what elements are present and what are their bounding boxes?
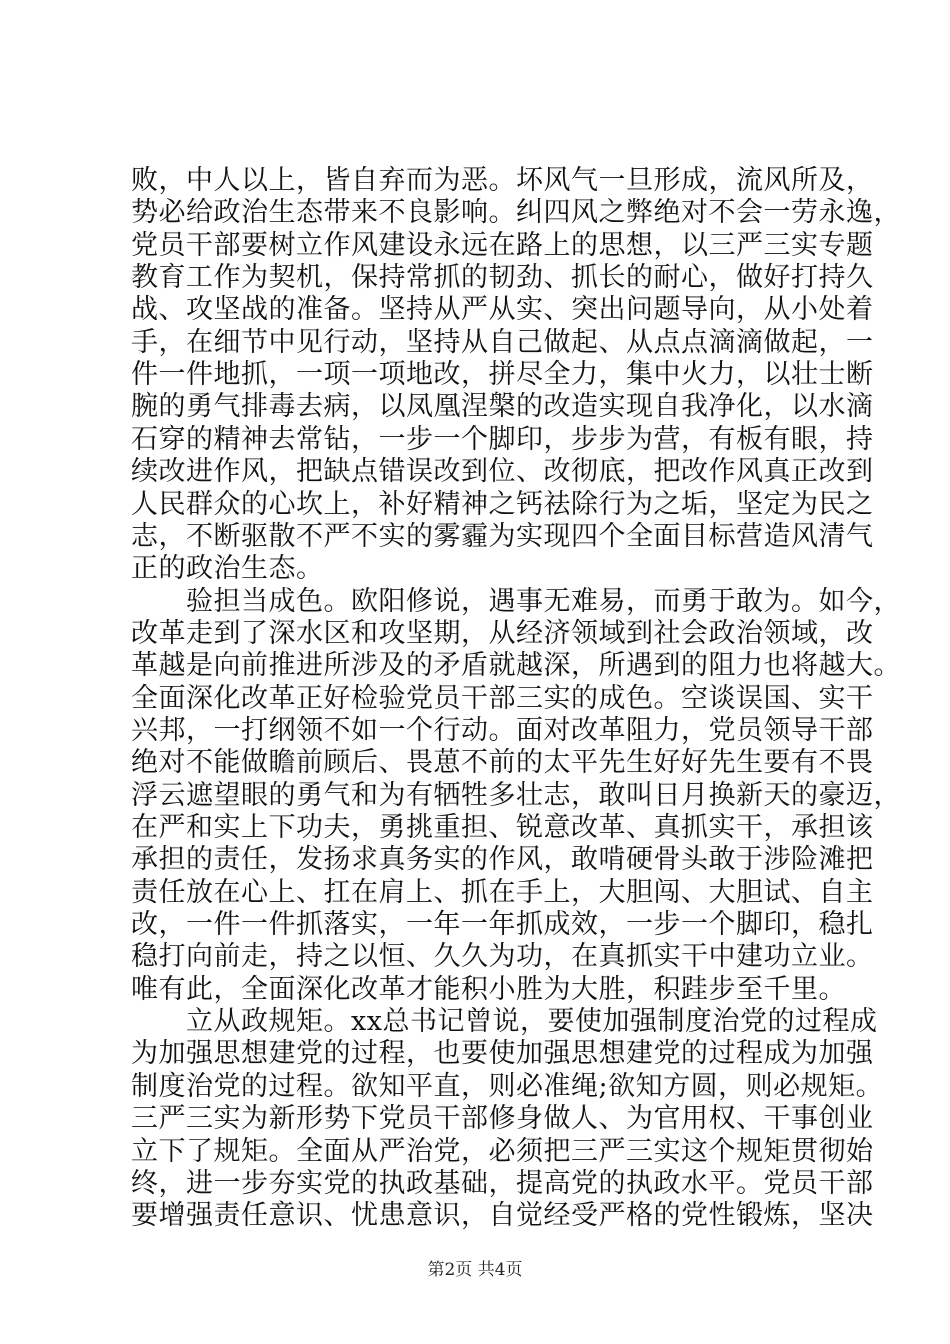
text-line: 三严三实为新形势下党员干部修身做人、为官用权、干事创业 <box>131 1103 874 1135</box>
text-line: 浮云遮望眼的勇气和为有牺牲多壮志，敢叫日月换新天的豪迈， <box>131 779 901 811</box>
text-line: 验担当成色。欧阳修说，遇事无难易，而勇于敢为。如今， <box>131 585 901 617</box>
text-line: 唯有此，全面深化改革才能积小胜为大胜，积跬步至千里。 <box>131 973 846 1005</box>
text-line: 志，不断驱散不严不实的雾霾为实现四个全面目标营造风清气 <box>131 520 874 552</box>
text-line: 为加强思想建党的过程，也要使加强思想建党的过程成为加强 <box>131 1038 874 1070</box>
text-line: 终，进一步夯实党的执政基础，提高党的执政水平。党员干部 <box>131 1167 874 1199</box>
text-line: 绝对不能做瞻前顾后、畏葸不前的太平先生好好先生要有不畏 <box>131 747 874 779</box>
text-line: 在严和实上下功夫，勇挑重担、锐意改革、真抓实干，承担该 <box>131 812 874 843</box>
text-line: 稳打向前走，持之以恒、久久为功，在真抓实干中建功立业。 <box>131 941 874 973</box>
text-line: 战、攻坚战的准备。坚持从严从实、突出问题导向，从小处着 <box>131 294 874 326</box>
text-line: 手，在细节中见行动，坚持从自己做起、从点点滴滴做起，一 <box>131 326 874 358</box>
text-line: 兴邦，一打纲领不如一个行动。面对改革阻力，党员领导干部 <box>131 714 874 746</box>
text-line: 革越是向前推进所涉及的矛盾就越深，所遇到的阻力也将越大。 <box>131 650 901 682</box>
text-line: 立从政规矩。xx总书记曾说，要使加强制度治党的过程成 <box>131 1006 878 1038</box>
text-line: 势必给政治生态带来不良影响。纠四风之弊绝对不会一劳永逸， <box>131 197 901 229</box>
text-line: 石穿的精神去常钻，一步一个脚印，步步为营，有板有眼，持 <box>131 423 874 455</box>
text-line: 制度治党的过程。欲知平直，则必准绳;欲知方圆，则必规矩。 <box>131 1070 884 1102</box>
page-footer: 第2页 共4页 <box>427 1260 523 1280</box>
text-line: 腕的勇气排毒去病，以凤凰涅槃的改造实现自我净化，以水滴 <box>131 391 874 423</box>
text-line: 全面深化改革正好检验党员干部三实的成色。空谈误国、实干 <box>131 682 874 714</box>
text-line: 立下了规矩。全面从严治党，必须把三严三实这个规矩贯彻始 <box>131 1135 874 1167</box>
text-line: 责任放在心上、扛在肩上、抓在手上，大胆闯、大胆试、自主 <box>131 876 874 908</box>
text-line: 党员干部要树立作风建设永远在路上的思想，以三严三实专题 <box>131 229 874 261</box>
text-line: 续改进作风，把缺点错误改到位、改彻底，把改作风真正改到 <box>131 456 874 488</box>
text-line: 改革走到了深水区和攻坚期，从经济领域到社会政治领域，改 <box>131 617 874 649</box>
text-line: 败，中人以上，皆自弃而为恶。坏风气一旦形成，流风所及， <box>131 165 874 196</box>
text-line: 要增强责任意识、忧患意识，自觉经受严格的党性锻炼，坚决 <box>131 1200 874 1232</box>
text-line: 人民群众的心坎上，补好精神之钙祛除行为之垢，坚定为民之 <box>131 488 874 520</box>
text-line: 教育工作为契机，保持常抓的韧劲、抓长的耐心，做好打持久 <box>131 262 874 294</box>
text-line: 件一件地抓，一项一项地改，拼尽全力，集中火力，以壮士断 <box>131 359 874 391</box>
text-line: 正的政治生态。 <box>131 553 324 585</box>
text-line: 改，一件一件抓落实，一年一年抓成效，一步一个脚印，稳扎 <box>131 909 874 941</box>
text-line: 承担的责任，发扬求真务实的作风，敢啃硬骨头敢于涉险滩把 <box>131 844 874 876</box>
